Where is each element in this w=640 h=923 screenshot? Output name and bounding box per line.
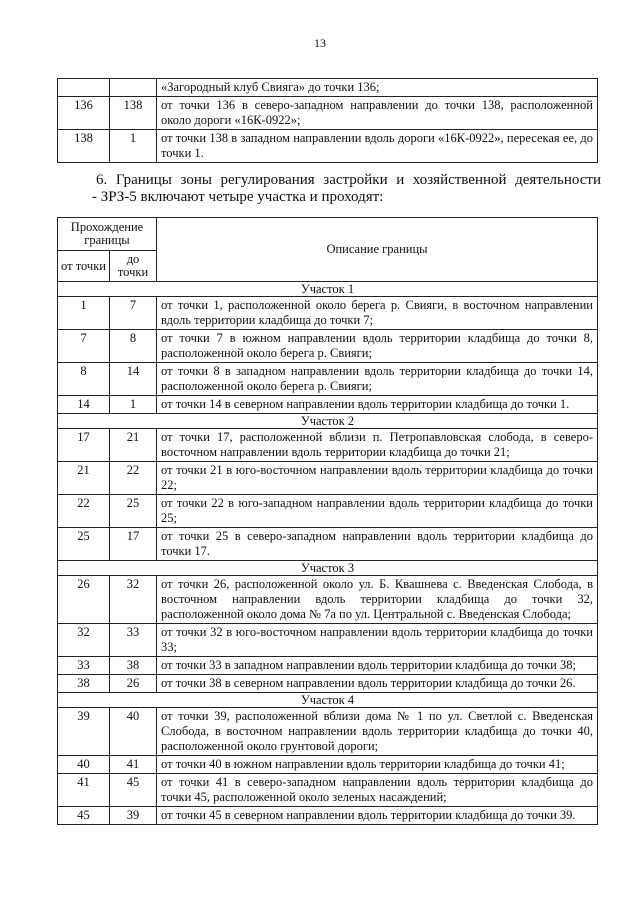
- boundary-description: «Загородный клуб Свияга» до точки 136;: [157, 79, 598, 97]
- table-row: [58, 576, 598, 624]
- table-row: [58, 807, 598, 825]
- point-to: 8: [110, 330, 157, 363]
- point-from: 39: [58, 708, 110, 756]
- point-to: 38: [110, 657, 157, 675]
- table-row: [58, 624, 598, 657]
- table-row: [58, 462, 598, 495]
- section-heading: [92, 172, 601, 206]
- point-to: 26: [110, 675, 157, 693]
- point-to: 7: [110, 297, 157, 330]
- table-row: [58, 756, 598, 774]
- point-to: [110, 79, 157, 97]
- point-to: 1: [110, 396, 157, 414]
- point-to: 45: [110, 774, 157, 807]
- boundary-table: [57, 217, 598, 825]
- table-row: [58, 79, 598, 97]
- point-from: 32: [58, 624, 110, 657]
- point-from: 7: [58, 330, 110, 363]
- boundary-description: от точки 26, расположенной около ул. Б. Квашнева с. Введенская Слобода, в восточном направлении вдоль территории кладбища до точки 32, расположенной около дома № 7а по ул. Центральной с. Введенская Слобода;: [157, 576, 598, 624]
- page-number: 13: [314, 36, 326, 50]
- point-from: 38: [58, 675, 110, 693]
- boundary-description: от точки 33 в западном направлении вдоль территории кладбища до точки 38;: [157, 657, 598, 675]
- boundary-description: от точки 38 в северном направлении вдоль территории кладбища до точки 26.: [157, 675, 598, 693]
- boundary-description: от точки 17, расположенной вблизи п. Петропавловская слобода, в северо-восточном направлении вдоль территории кладбища до точки 21;: [157, 429, 598, 462]
- table-row: [58, 330, 598, 363]
- point-to: 14: [110, 363, 157, 396]
- boundary-description: от точки 32 в юго-восточном направлении вдоль территории кладбища до точки 33;: [157, 624, 598, 657]
- table-row: [58, 396, 598, 414]
- point-to: 32: [110, 576, 157, 624]
- point-from: 21: [58, 462, 110, 495]
- table-row: [58, 675, 598, 693]
- section-title: Участок 2: [58, 414, 598, 429]
- section-title: Участок 1: [58, 282, 598, 297]
- section-title: Участок 3: [58, 561, 598, 576]
- boundary-description: от точки 136 в северо-западном направлении до точки 138, расположенной около дороги «16К-0922»;: [157, 97, 598, 130]
- table-row: [58, 528, 598, 561]
- section-row: [58, 282, 598, 297]
- section-row: [58, 561, 598, 576]
- point-from: 17: [58, 429, 110, 462]
- section-heading-line1: 6. Границы зоны регулирования застройки и хозяйственной деятельности: [96, 172, 601, 188]
- section-heading-line2: - ЗРЗ-5 включают четыре участка и проходят:: [92, 189, 384, 205]
- table-row: [58, 429, 598, 462]
- point-from: 1: [58, 297, 110, 330]
- point-to: 17: [110, 528, 157, 561]
- point-to: 39: [110, 807, 157, 825]
- table-row: [58, 657, 598, 675]
- point-from: 136: [58, 97, 110, 130]
- point-to: 1: [110, 130, 157, 163]
- header-from: от точки: [58, 251, 110, 282]
- boundary-description: от точки 1, расположенной около берега р. Свияги, в восточном направлении вдоль территории кладбища до точки 7;: [157, 297, 598, 330]
- boundary-description: от точки 22 в юго-западном направлении вдоль территории кладбища до точки 25;: [157, 495, 598, 528]
- table-header-row: [58, 218, 598, 251]
- boundary-description: от точки 138 в западном направлении вдоль дороги «16К-0922», пересекая ее, до точки 1.: [157, 130, 598, 163]
- point-from: 33: [58, 657, 110, 675]
- boundary-description: от точки 45 в северном направлении вдоль территории кладбища до точки 39.: [157, 807, 598, 825]
- point-from: [58, 79, 110, 97]
- table-row: [58, 774, 598, 807]
- point-from: 40: [58, 756, 110, 774]
- table-row: [58, 297, 598, 330]
- header-description: Описание границы: [157, 218, 598, 282]
- table-row: [58, 495, 598, 528]
- point-from: 25: [58, 528, 110, 561]
- table-row: [58, 130, 598, 163]
- point-to: 40: [110, 708, 157, 756]
- boundary-description: от точки 8 в западном направлении вдоль территории кладбища до точки 14, расположенной около берега р. Свияги;: [157, 363, 598, 396]
- point-from: 26: [58, 576, 110, 624]
- table-row: [58, 708, 598, 756]
- point-to: 25: [110, 495, 157, 528]
- point-from: 45: [58, 807, 110, 825]
- point-to: 41: [110, 756, 157, 774]
- section-title: Участок 4: [58, 693, 598, 708]
- point-from: 138: [58, 130, 110, 163]
- boundary-description: от точки 41 в северо-западном направлении вдоль территории кладбища до точки 45, расположенной около зеленых насаждений;: [157, 774, 598, 807]
- boundary-description: от точки 14 в северном направлении вдоль территории кладбища до точки 1.: [157, 396, 598, 414]
- point-to: 33: [110, 624, 157, 657]
- boundary-description: от точки 21 в юго-восточном направлении вдоль территории кладбища до точки 22;: [157, 462, 598, 495]
- boundary-description: от точки 25 в северо-западном направлении вдоль территории кладбища до точки 17.: [157, 528, 598, 561]
- header-to: до точки: [110, 251, 157, 282]
- point-to: 21: [110, 429, 157, 462]
- header-passage: Прохождение границы: [58, 218, 157, 251]
- table-row: [58, 97, 598, 130]
- section-row: [58, 414, 598, 429]
- point-to: 22: [110, 462, 157, 495]
- continuation-table: [57, 78, 598, 163]
- section-row: [58, 693, 598, 708]
- boundary-description: от точки 7 в южном направлении вдоль территории кладбища до точки 8, расположенной около берега р. Свияги;: [157, 330, 598, 363]
- point-to: 138: [110, 97, 157, 130]
- boundary-description: от точки 40 в южном направлении вдоль территории кладбища до точки 41;: [157, 756, 598, 774]
- boundary-description: от точки 39, расположенной вблизи дома № 1 по ул. Светлой с. Введенская Слобода, в восточном направлении вдоль территории кладбища до точки 40, расположенной около грунтовой дороги;: [157, 708, 598, 756]
- point-from: 22: [58, 495, 110, 528]
- table-row: [58, 363, 598, 396]
- point-from: 14: [58, 396, 110, 414]
- point-from: 8: [58, 363, 110, 396]
- point-from: 41: [58, 774, 110, 807]
